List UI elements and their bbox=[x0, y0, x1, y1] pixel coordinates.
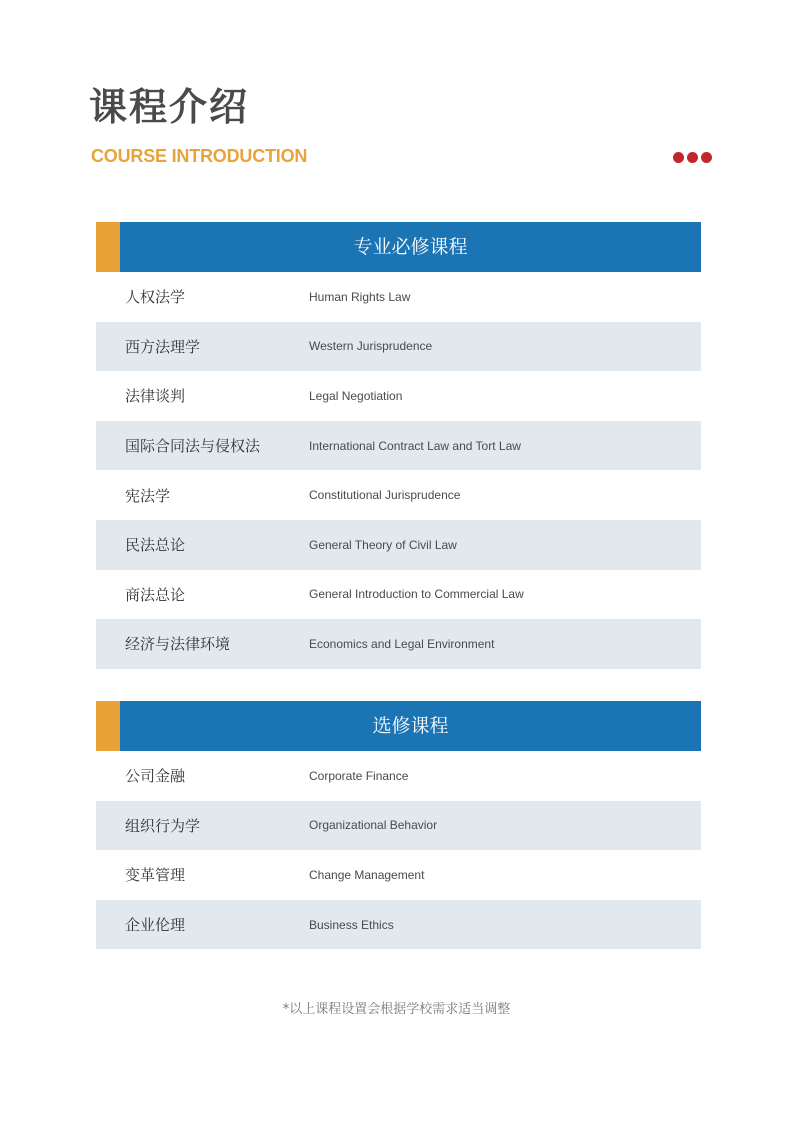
section-accent-bar bbox=[96, 701, 120, 751]
page-title-en: COURSE INTRODUCTION bbox=[91, 146, 308, 166]
course-name-cn: 宪法学 bbox=[125, 486, 171, 505]
section-title: 专业必修课程 bbox=[353, 236, 468, 258]
footnote: *以上课程设置会根据学校需求适当调整 bbox=[282, 1002, 511, 1017]
course-name-en: International Contract Law and Tort Law bbox=[309, 438, 521, 453]
course-row bbox=[96, 570, 701, 620]
course-name-en: General Introduction to Commercial Law bbox=[309, 587, 524, 602]
course-name-cn: 商法总论 bbox=[125, 585, 186, 604]
course-name-en: Legal Negotiation bbox=[309, 388, 403, 403]
course-row bbox=[96, 371, 701, 421]
required-courses-section bbox=[96, 222, 701, 669]
course-name-cn: 西方法理学 bbox=[125, 337, 201, 356]
section-header bbox=[96, 222, 701, 272]
course-row bbox=[96, 520, 701, 570]
course-name-en: Western Jurisprudence bbox=[309, 339, 433, 354]
course-row bbox=[96, 751, 701, 801]
course-name-cn: 变革管理 bbox=[125, 866, 186, 885]
course-name-en: Corporate Finance bbox=[309, 768, 409, 783]
section-accent-bar bbox=[96, 222, 120, 272]
dot-icon bbox=[701, 152, 712, 163]
course-name-cn: 民法总论 bbox=[125, 536, 186, 555]
course-row bbox=[96, 801, 701, 851]
dot-icon bbox=[687, 152, 698, 163]
course-name-cn: 公司金融 bbox=[125, 767, 186, 786]
section-title: 选修课程 bbox=[372, 715, 449, 737]
course-row bbox=[96, 900, 701, 950]
course-name-en: General Theory of Civil Law bbox=[309, 537, 457, 552]
course-row bbox=[96, 421, 701, 471]
course-row bbox=[96, 322, 701, 372]
dot-icon bbox=[673, 152, 684, 163]
course-name-cn: 经济与法律环境 bbox=[125, 635, 231, 654]
course-name-en: Economics and Legal Environment bbox=[309, 636, 495, 651]
course-name-cn: 国际合同法与侵权法 bbox=[125, 437, 261, 456]
course-row bbox=[96, 850, 701, 900]
course-row bbox=[96, 272, 701, 322]
page-title-cn: 课程介绍 bbox=[89, 85, 250, 129]
course-name-cn: 组织行为学 bbox=[125, 816, 201, 835]
course-name-cn: 法律谈判 bbox=[125, 387, 186, 406]
course-name-cn: 企业伦理 bbox=[125, 916, 186, 935]
course-name-en: Change Management bbox=[309, 867, 425, 882]
course-name-en: Organizational Behavior bbox=[309, 818, 438, 833]
course-name-en: Human Rights Law bbox=[309, 289, 411, 304]
course-name-en: Business Ethics bbox=[309, 917, 394, 932]
course-row bbox=[96, 470, 701, 520]
course-name-en: Constitutional Jurisprudence bbox=[309, 488, 461, 503]
decorative-dots bbox=[673, 152, 712, 163]
course-row bbox=[96, 619, 701, 669]
course-name-cn: 人权法学 bbox=[125, 288, 186, 307]
section-header bbox=[96, 701, 701, 751]
elective-courses-section bbox=[96, 701, 701, 949]
